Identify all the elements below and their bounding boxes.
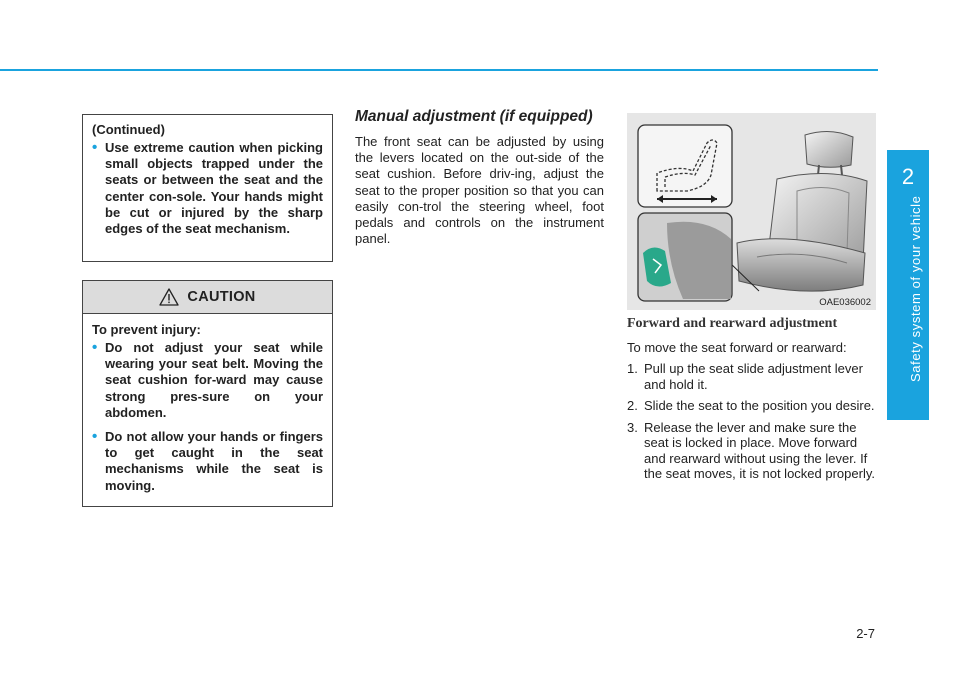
step-number: 1. — [627, 361, 638, 376]
manual-adjustment-section — [355, 108, 604, 247]
caution-body — [83, 314, 332, 494]
caution-header — [83, 281, 332, 314]
caution-bullet-list — [92, 340, 323, 494]
step-item — [627, 361, 879, 392]
continued-heading: (Continued) — [92, 122, 165, 137]
step-text: Release the lever and make sure the seat is locked in place. Move forward and rearward without using the lever. If the seat moves, it is not locked properly. — [644, 419, 875, 481]
page-number: 2-7 — [856, 626, 875, 641]
continued-bullet: • Use extreme caution when picking small objects trapped under the seats or between the seat and the center con-sole. Your hands might be cut or injured by the sharp edges of the seat mechanism. — [92, 140, 323, 237]
step-item — [627, 420, 879, 482]
caution-bullet: • Do not adjust your seat while wearing your seat belt. Moving the seat cushion for-ward may cause strong pres-sure on your abdomen. — [92, 340, 323, 421]
seat-figure — [627, 113, 876, 310]
continued-bullet-list — [92, 140, 323, 237]
caution-box — [82, 280, 333, 507]
section-heading: Manual adjustment (if equipped) — [355, 108, 593, 125]
step-text: Slide the seat to the position you desire. — [644, 398, 875, 413]
step-number: 2. — [627, 398, 638, 413]
warning-triangle-icon — [159, 288, 179, 306]
chapter-number: 2 — [901, 164, 915, 189]
caution-bullet: • Do not allow your hands or fingers to get caught in the seat mechanisms while the seat is moving. — [92, 429, 323, 494]
subsection-heading: Forward and rearward adjustment — [627, 316, 838, 331]
forward-rearward-section — [627, 316, 879, 488]
steps-list — [627, 361, 879, 482]
seat-illustration — [627, 113, 876, 310]
caution-intro: To prevent injury: — [92, 322, 201, 337]
figure-code: OAE036002 — [819, 297, 871, 308]
chapter-title: Safety system of your vehicle — [908, 195, 923, 382]
header-rule — [0, 69, 878, 71]
step-text: Pull up the seat slide adjustment lever and hold it. — [644, 361, 863, 392]
caution-title: CAUTION — [187, 289, 256, 305]
subsection-intro: To move the seat forward or rearward: — [627, 340, 847, 355]
continued-warning-box — [82, 114, 333, 262]
step-item — [627, 398, 879, 414]
chapter-tab — [887, 150, 929, 420]
step-number: 3. — [627, 419, 638, 435]
section-body: The front seat can be adjusted by using the levers located on the out-side of the seat cushion. Before driv-ing, adjust the seat to the proper position so that you can easily con-trol the steering wheel, foot pedals and controls on the instrument panel. — [355, 134, 604, 247]
